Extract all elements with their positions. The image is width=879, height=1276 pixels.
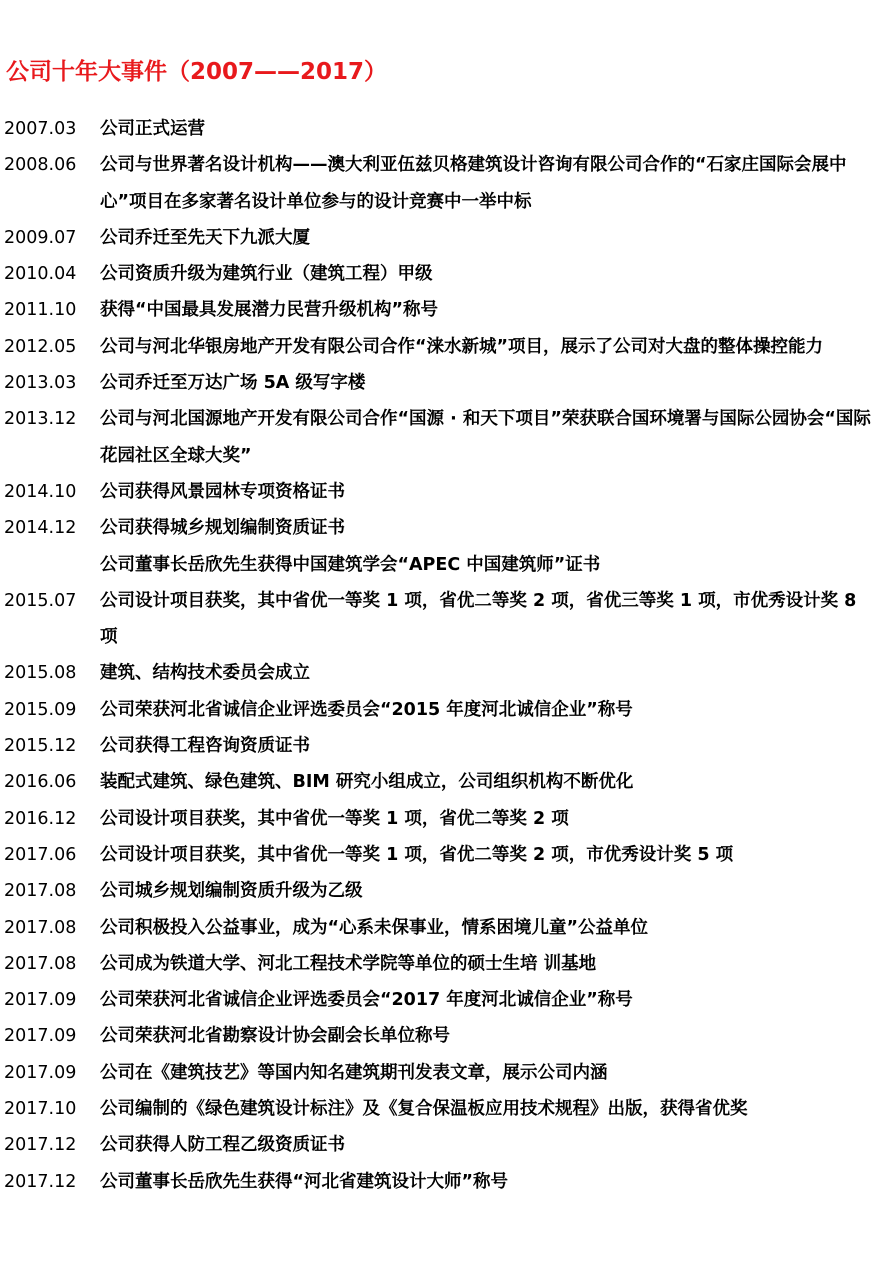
timeline-entry bbox=[0, 111, 879, 147]
entry-text: 公司积极投入公益事业，成为“心系未保事业，情系困境儿童”公益单位 bbox=[100, 917, 649, 938]
timeline-entry bbox=[0, 256, 879, 292]
entry-date: 2017.12 bbox=[4, 1135, 77, 1156]
entry-date: 2010.04 bbox=[4, 264, 77, 285]
timeline-entry bbox=[0, 510, 879, 546]
timeline-entry bbox=[0, 764, 879, 800]
entry-text: 公司乔迁至万达广场 5A 级写字楼 bbox=[100, 373, 366, 394]
entry-text: 公司荣获河北省诚信企业评选委员会“2015 年度河北诚信企业”称号 bbox=[100, 699, 633, 720]
entry-date: 2013.12 bbox=[4, 409, 77, 430]
timeline-entry bbox=[0, 547, 879, 583]
entry-date: 2011.10 bbox=[4, 300, 77, 321]
entry-date: 2008.06 bbox=[4, 155, 77, 176]
entry-date: 2013.03 bbox=[4, 373, 77, 394]
timeline-entry bbox=[0, 474, 879, 510]
entry-text: 公司在《建筑技艺》等国内知名建筑期刊发表文章，展示公司内涵 bbox=[100, 1062, 608, 1083]
timeline-entry bbox=[0, 147, 879, 220]
entry-date: 2017.09 bbox=[4, 990, 77, 1011]
entry-text: 建筑、结构技术委员会成立 bbox=[100, 663, 310, 684]
entry-date: 2014.10 bbox=[4, 481, 77, 502]
entry-text: 公司获得城乡规划编制资质证书 bbox=[100, 518, 345, 539]
entry-date: 2017.08 bbox=[4, 917, 77, 938]
timeline-entry bbox=[0, 1127, 879, 1163]
entry-text: 公司获得工程咨询资质证书 bbox=[100, 736, 310, 757]
entry-text: 公司董事长岳欣先生获得中国建筑学会“APEC 中国建筑师”证书 bbox=[100, 554, 601, 575]
entry-date: 2017.09 bbox=[4, 1026, 77, 1047]
entry-date: 2015.07 bbox=[4, 590, 77, 611]
entry-text: 公司与河北华银房地产开发有限公司合作“涞水新城”项目，展示了公司对大盘的整体操控能力 bbox=[100, 336, 823, 357]
entry-date: 2017.12 bbox=[4, 1171, 77, 1192]
entry-text: 公司设计项目获奖，其中省优一等奖 1 项，省优二等奖 2 项，市优秀设计奖 5 项 bbox=[100, 844, 734, 865]
timeline-entry bbox=[0, 583, 879, 656]
entry-text: 公司编制的《绿色建筑设计标注》及《复合保温板应用技术规程》出版，获得省优奖 bbox=[100, 1099, 748, 1120]
entry-date: 2015.12 bbox=[4, 736, 77, 757]
entry-text: 公司资质升级为建筑行业（建筑工程）甲级 bbox=[100, 264, 433, 285]
timeline-entry bbox=[0, 692, 879, 728]
entry-text: 公司成为铁道大学、河北工程技术学院等单位的硕士生培 训基地 bbox=[100, 953, 597, 974]
timeline-entry bbox=[0, 946, 879, 982]
entry-text: 公司董事长岳欣先生获得“河北省建筑设计大师”称号 bbox=[100, 1171, 509, 1192]
timeline-entry bbox=[0, 1091, 879, 1127]
timeline-entry bbox=[0, 365, 879, 401]
timeline-entry bbox=[0, 655, 879, 691]
page-title: 公司十年大事件（2007——2017） bbox=[6, 59, 388, 85]
entry-text: 公司与河北国源地产开发有限公司合作“国源 · 和天下项目”荣获联合国环境署与国际公园协会“国际花园社区全球大奖” bbox=[100, 409, 871, 466]
entry-date: 2015.09 bbox=[4, 699, 77, 720]
entry-date: 2017.08 bbox=[4, 881, 77, 902]
entry-date: 2007.03 bbox=[4, 119, 77, 139]
entry-date: 2016.12 bbox=[4, 808, 77, 829]
timeline-entry bbox=[0, 292, 879, 328]
entry-text: 公司获得人防工程乙级资质证书 bbox=[100, 1135, 345, 1156]
entry-text: 获得“中国最具发展潜力民营升级机构”称号 bbox=[100, 300, 439, 321]
entry-text: 公司荣获河北省诚信企业评选委员会“2017 年度河北诚信企业”称号 bbox=[100, 990, 633, 1011]
entry-text: 公司荣获河北省勘察设计协会副会长单位称号 bbox=[100, 1026, 450, 1047]
entry-date: 2012.05 bbox=[4, 336, 77, 357]
timeline-entry bbox=[0, 1055, 879, 1091]
entry-date: 2017.09 bbox=[4, 1062, 77, 1083]
timeline-entry bbox=[0, 982, 879, 1018]
entry-date: 2014.12 bbox=[4, 518, 77, 539]
timeline-entry bbox=[0, 1018, 879, 1054]
timeline-entry bbox=[0, 401, 879, 474]
entry-date: 2016.06 bbox=[4, 772, 77, 793]
entry-text: 公司与世界著名设计机构——澳大利亚伍兹贝格建筑设计咨询有限公司合作的“石家庄国际会展中心”项目在多家著名设计单位参与的设计竞赛中一举中标 bbox=[100, 155, 847, 212]
timeline-entry bbox=[0, 728, 879, 764]
timeline-entry bbox=[0, 329, 879, 365]
entry-date: 2017.06 bbox=[4, 844, 77, 865]
entry-text: 公司设计项目获奖，其中省优一等奖 1 项，省优二等奖 2 项，省优三等奖 1 项，市优秀设计奖 8 项 bbox=[100, 590, 857, 648]
entry-text: 公司获得风景园林专项资格证书 bbox=[100, 481, 345, 502]
entry-date: 2017.08 bbox=[4, 953, 77, 974]
entry-date: 2017.10 bbox=[4, 1099, 77, 1120]
entry-text: 公司城乡规划编制资质升级为乙级 bbox=[100, 881, 363, 902]
timeline-list bbox=[0, 111, 879, 1200]
timeline-entry bbox=[0, 837, 879, 873]
timeline-entry bbox=[0, 873, 879, 909]
entry-date: 2009.07 bbox=[4, 227, 77, 248]
entry-text: 公司乔迁至先天下九派大厦 bbox=[100, 227, 310, 248]
timeline-entry bbox=[0, 220, 879, 256]
entry-text: 公司设计项目获奖，其中省优一等奖 1 项，省优二等奖 2 项 bbox=[100, 808, 569, 829]
timeline-entry bbox=[0, 1164, 879, 1200]
entry-text: 装配式建筑、绿色建筑、BIM 研究小组成立，公司组织机构不断优化 bbox=[100, 772, 634, 793]
timeline-entry bbox=[0, 910, 879, 946]
entry-text: 公司正式运营 bbox=[100, 119, 205, 139]
entry-date: 2015.08 bbox=[4, 663, 77, 684]
timeline-entry bbox=[0, 801, 879, 837]
